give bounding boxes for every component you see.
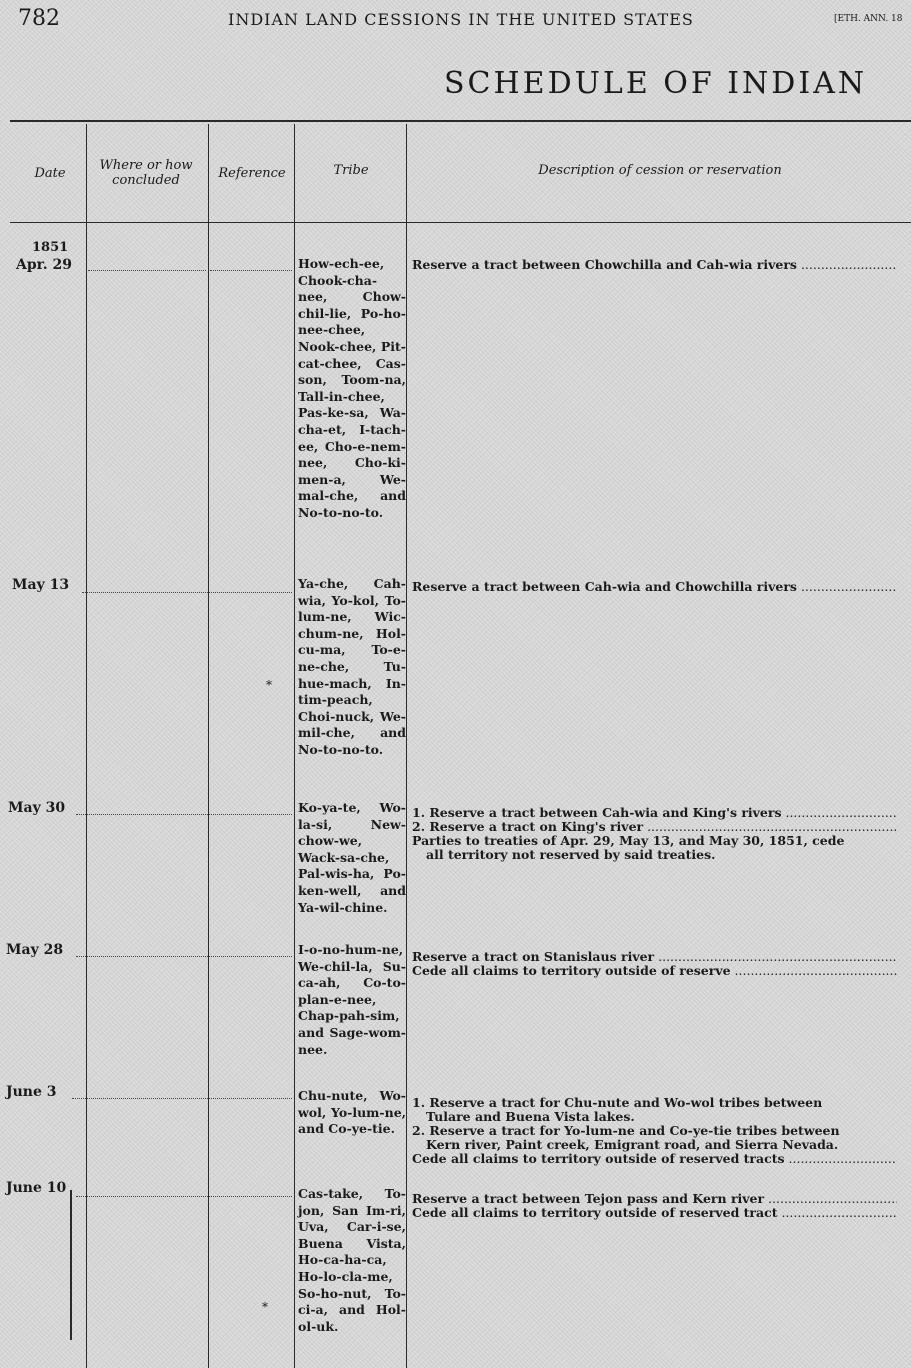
page-number: 782 [18,6,60,31]
description-line: 1. Reserve a tract for Chu-nute and Wo-wol tribes between [412,1096,823,1110]
running-head: INDIAN LAND CESSIONS IN THE UNITED STATES [228,10,694,29]
description-cell [412,580,897,594]
leader-dots [72,1098,292,1099]
column-divider-1 [86,124,87,1368]
column-header-description: Description of cession or reservation [538,163,782,178]
tribe-cell: Cas-take, To-jon, San Im-ri, Uva, Car-i-se, Buena Vista, Ho-ca-ha-ca, Ho-lo-cla-me, So-ho-nut, To-ci-a, and Hol-ol-uk. [298,1186,406,1334]
description-line: Reserve a tract between Chowchilla and Cah-wia rivers ..... [412,258,897,272]
description-line: Reserve a tract on Stanislaus river ..... [412,950,897,964]
row-date: June 10 [6,1180,67,1196]
description-cell [412,950,897,978]
description-line: Cede all claims to territory outside of reserve ..... [412,964,897,978]
row-date: Apr. 29 [16,257,72,273]
marginal-mark: * [262,1300,268,1314]
row-date: May 30 [8,800,66,816]
description-line: 1. Reserve a tract between Cah-wia and King's rivers ..... [412,806,897,820]
description-cell [412,258,897,272]
description-line: all territory not reserved by said treaties. [426,848,716,862]
schedule-title: SCHEDULE OF INDIAN [444,66,868,101]
row-date: June 3 [6,1084,57,1100]
leader-dots [88,270,206,271]
column-divider-4 [406,124,407,1368]
column-header-where: Where or how concluded [99,158,193,188]
row-year: 1851 [32,240,69,255]
tribe-cell: Chu-nute, Wo-wol, Yo-lum-ne, and Co-ye-tie. [298,1088,406,1137]
row-date: May 28 [6,942,64,958]
description-line: Reserve a tract between Cah-wia and Chowchilla rivers ..... [412,580,897,594]
description-line: Cede all claims to territory outside of reserved tract ..... [412,1206,897,1220]
leader-dots [76,814,292,815]
description-cell [412,806,897,862]
description-line: Cede all claims to territory outside of reserved tracts ..... [412,1152,897,1166]
column-header-tribe: Tribe [333,163,369,178]
leader-dots [210,270,292,271]
description-line: Tulare and Buena Vista lakes. [426,1110,635,1124]
leader-dots [76,1196,292,1197]
description-line: Kern river, Paint creek, Emigrant road, and Sierra Nevada. [426,1138,839,1152]
leader-dots [76,956,292,957]
table-top-rule [10,120,911,122]
description-line: Parties to treaties of Apr. 29, May 13, and May 30, 1851, cede [412,834,845,848]
left-margin-rule [70,1190,72,1340]
description-line: 2. Reserve a tract on King's river ..... [412,820,897,834]
marginal-mark: * [266,678,272,692]
running-tag: [ETH. ANN. 18 [834,14,903,24]
row-date: May 13 [12,577,70,593]
tribe-cell: I-o-no-hum-ne, We-chil-la, Su-ca-ah, Co-to-plan-e-nee, Chap-pah-sim, and Sage-wom-nee. [298,942,406,1057]
column-divider-3 [294,124,295,1368]
column-header-date: Date [34,166,66,181]
description-cell [412,1096,897,1166]
tribe-cell: Ya-che, Cah-wia, Yo-kol, To-lum-ne, Wic-chum-ne, Hol-cu-ma, To-e-ne-che, Tu-hue-mach, In-tim-peach, Choi-nuck, We-mil-che, and No-to-no-to. [298,576,406,757]
tribe-cell: Ko-ya-te, Wo-la-si, New-chow-we, Wack-sa-che, Pal-wis-ha, Po-ken-well, and Ya-wil-chine. [298,800,406,915]
description-cell [412,1192,897,1220]
tribe-cell: How-ech-ee, Chook-cha-nee, Chow-chil-lie, Po-ho-nee-chee, Nook-chee, Pit-cat-chee, Cas-son, Toom-na, Tall-in-chee, Pas-ke-sa, Wa-cha-et, I-tach-ee, Cho-e-nem-nee, Cho-ki-men-a, We-mal-che, and No-to-no-to. [298,256,406,520]
leader-dots [82,592,292,593]
header-bottom-rule [10,222,911,223]
column-header-reference: Reference [218,166,286,181]
description-line: 2. Reserve a tract for Yo-lum-ne and Co-ye-tie tribes between [412,1124,840,1138]
column-divider-2 [208,124,209,1368]
description-line: Reserve a tract between Tejon pass and Kern river ..... [412,1192,897,1206]
